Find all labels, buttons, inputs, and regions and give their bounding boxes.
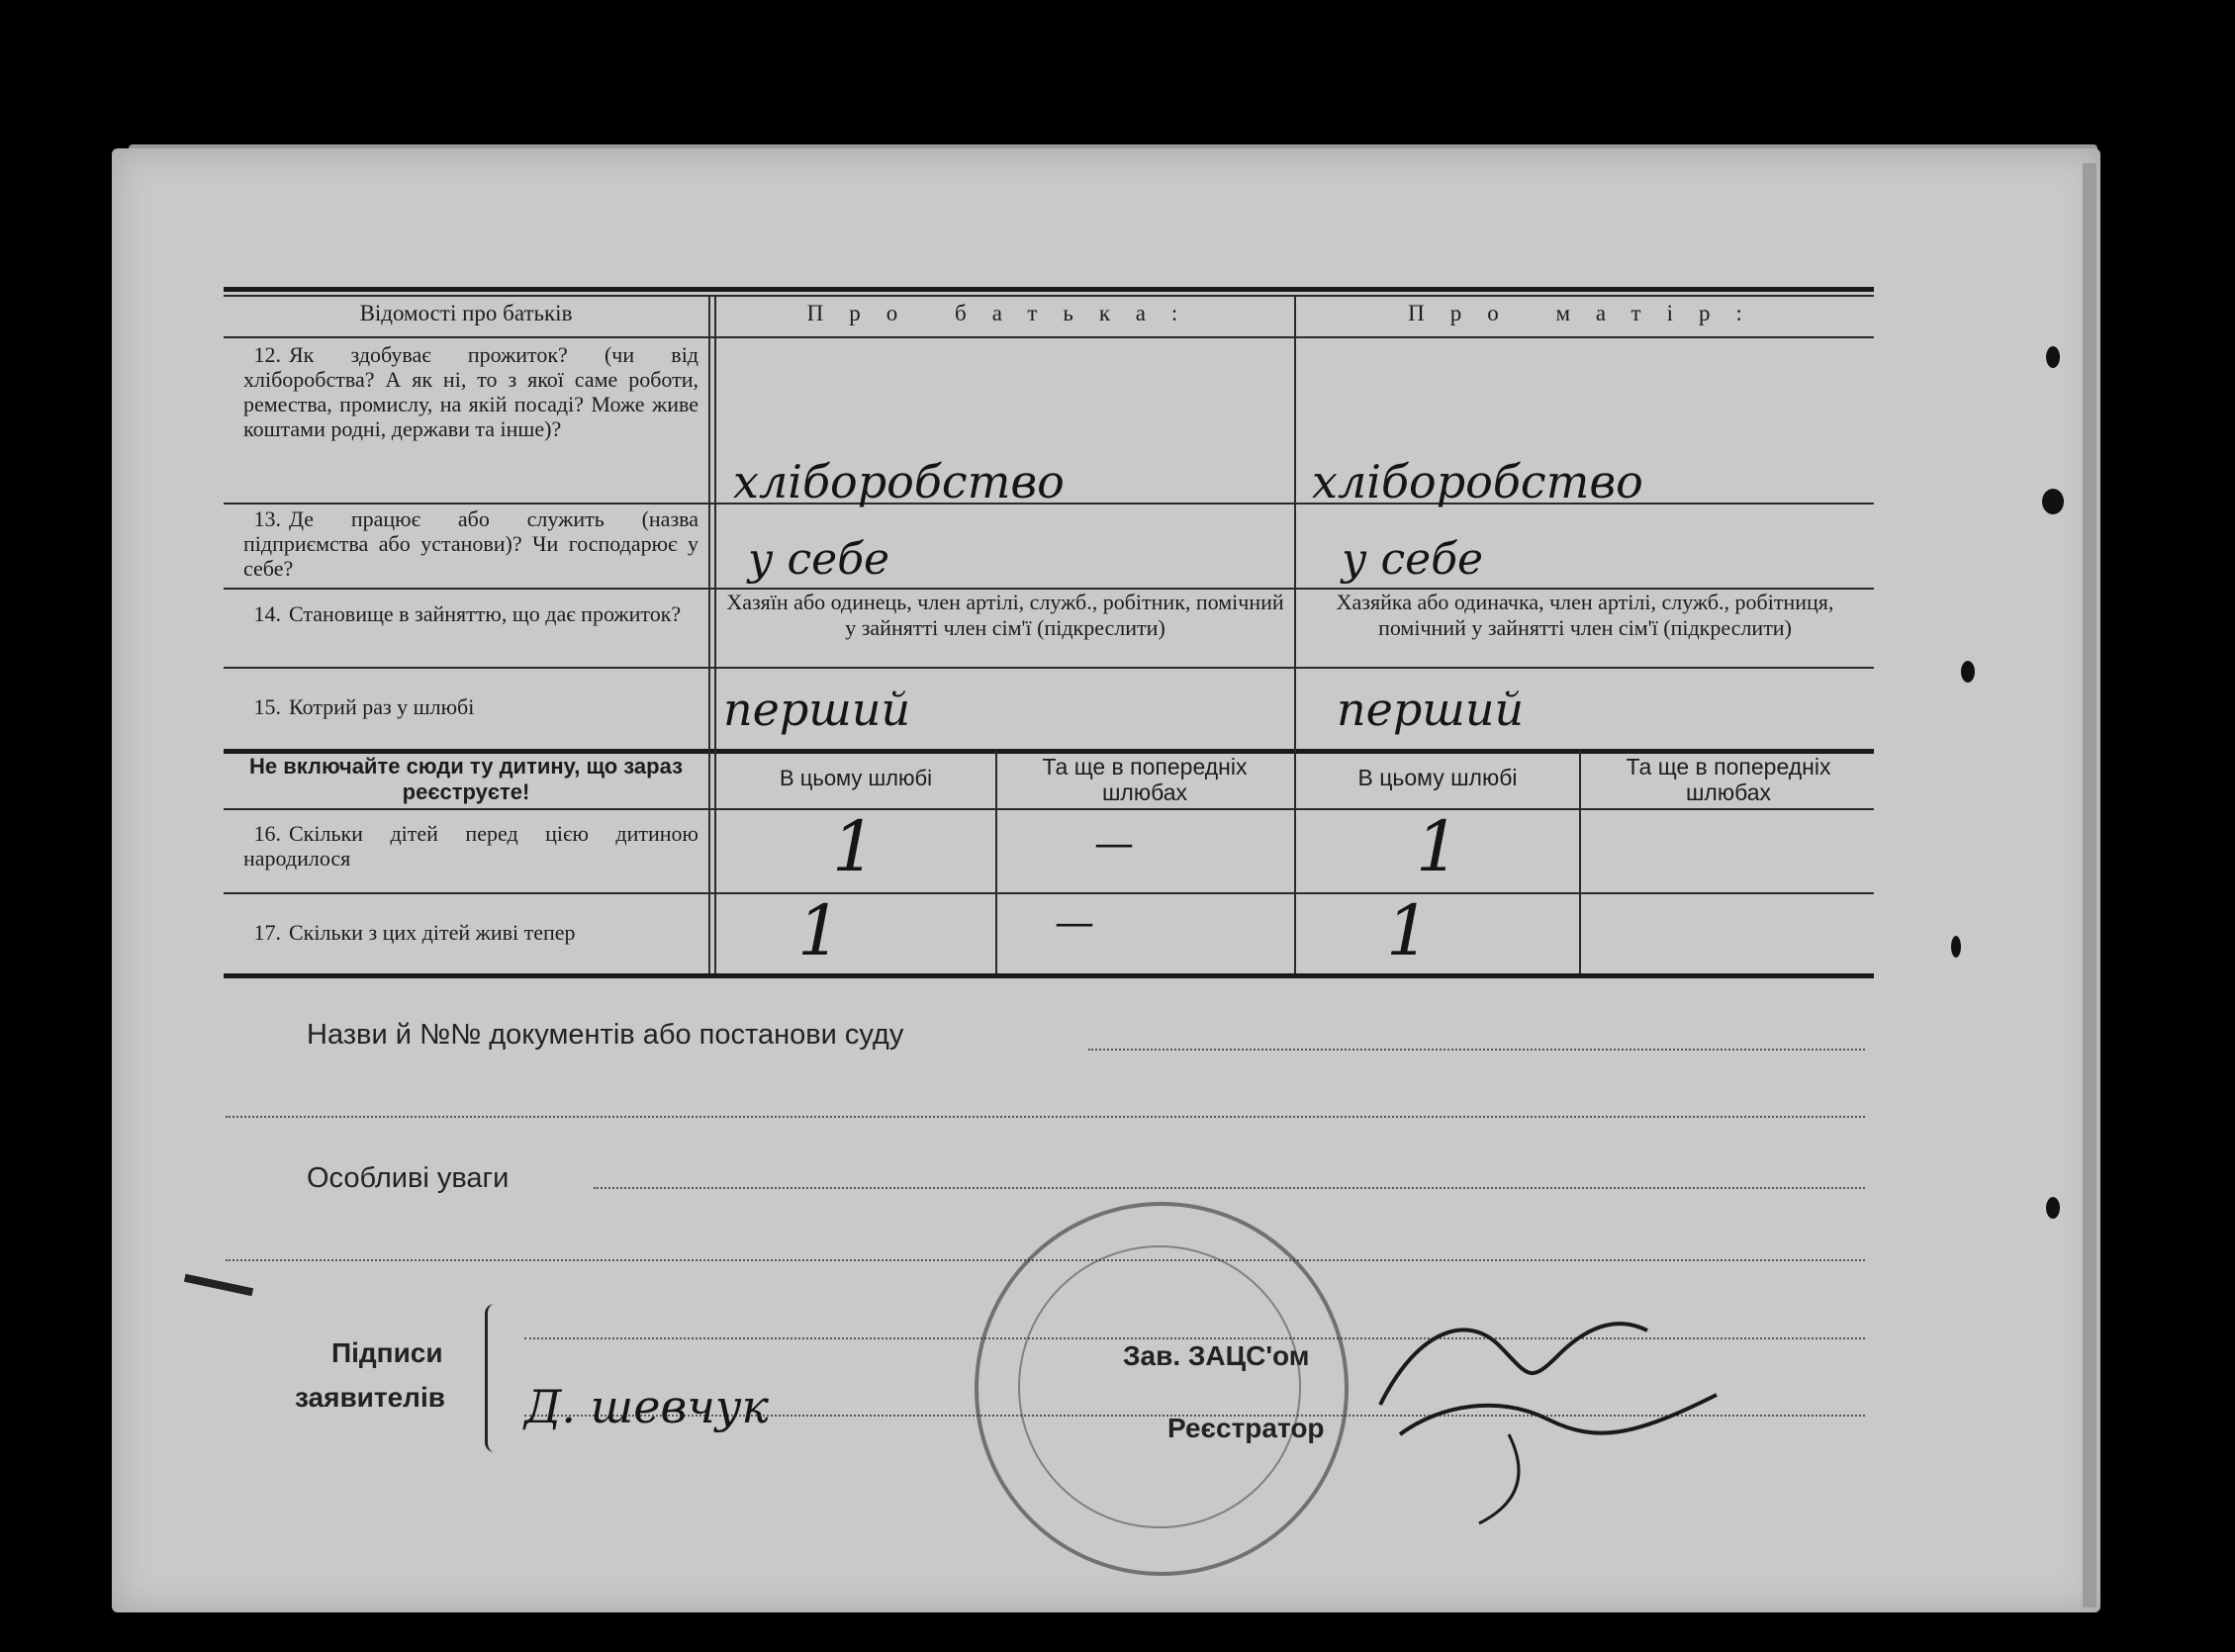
- mother-marriage-count: перший: [1337, 683, 1525, 736]
- mother-occupation-status-options: Хазяйка або одиначка, член артілі, служб., робітниця, помічний у зайнятті член сім'ї (підкреслити): [1336, 590, 1834, 640]
- question-16: [243, 821, 698, 871]
- column-divider: [1579, 749, 1581, 973]
- mother-children-born-this: 1: [1416, 806, 1460, 887]
- documents-label: Назви й №№ документів або постанови суду: [307, 1019, 904, 1051]
- row-divider: [224, 808, 1874, 810]
- question-number: 12.: [253, 342, 281, 367]
- father-children-alive-this: 1: [797, 890, 842, 971]
- registrar-label: Реєстратор: [1167, 1413, 1325, 1443]
- header-mother: Про матір:: [1408, 301, 1768, 325]
- head-of-registry-label: Зав. ЗАЦС'ом: [1123, 1340, 1310, 1371]
- column-divider: [995, 749, 997, 973]
- documents-fill-line: [226, 1116, 1865, 1118]
- question-17: [243, 920, 698, 945]
- seal-inner-ring: [1018, 1245, 1301, 1528]
- question-text: Становище в зайняттю, що дає прожиток?: [289, 601, 682, 626]
- father-livelihood: хліборобство: [733, 455, 1065, 508]
- table-bottom-rule: [224, 973, 1874, 978]
- punch-hole: [1961, 661, 1975, 683]
- mother-children-alive-this: 1: [1386, 890, 1431, 971]
- mother-livelihood: хліборобство: [1312, 455, 1643, 508]
- question-number: 15.: [253, 694, 281, 719]
- documents-fill-line: [1088, 1049, 1865, 1051]
- column-divider: [714, 295, 716, 973]
- punch-hole: [2046, 346, 2060, 368]
- father-occupation-status-options: Хазяїн або одинець, член артілі, служб., робітник, помічний у зайнятті член сім'ї (підкреслити): [726, 590, 1284, 640]
- punch-hole: [2046, 1197, 2060, 1219]
- question-text: Як здобуває прожиток? (чи від хліборобства? А як ні, то з якої саме роботи, ремества, промислу, на якій посаді? Може живе коштами родні, держави та інше)?: [243, 342, 698, 441]
- father-workplace: у себе: [748, 534, 890, 585]
- row-divider: [224, 892, 1874, 894]
- official-seal: [975, 1202, 1349, 1576]
- signatures-label: Підписи: [331, 1337, 443, 1368]
- mother-previous-marriages-header: Та ще в попередніх шлюбах: [1626, 754, 1831, 805]
- punch-hole: [1951, 936, 1961, 958]
- question-text: Де працює або служить (назва підприємства або установи)? Чи господарює у себе?: [243, 506, 698, 581]
- signatures-brace: [485, 1304, 506, 1452]
- remarks-fill-line: [594, 1187, 1865, 1189]
- father-children-born-previous: —: [1094, 821, 1134, 867]
- father-in-this-marriage-header: В цьому шлюбі: [779, 766, 933, 790]
- question-15: [243, 694, 698, 719]
- remarks-label: Особливі уваги: [307, 1162, 510, 1194]
- parents-info-table: [224, 287, 1874, 979]
- mother-workplace: у себе: [1342, 534, 1484, 585]
- children-exclusion-note: Не включайте сюди ту дитину, що зараз реєструєте!: [248, 754, 684, 804]
- question-number: 14.: [253, 601, 281, 626]
- question-number: 16.: [253, 821, 281, 846]
- header-parents-info: Відомості про батьків: [359, 301, 573, 325]
- punch-hole: [2042, 489, 2064, 514]
- table-top-rule: [224, 287, 1874, 292]
- mother-in-this-marriage-header: В цьому шлюбі: [1357, 765, 1518, 790]
- father-children-alive-previous: —: [1055, 900, 1094, 946]
- question-text: Скільки дітей перед цією дитиною народилося: [243, 821, 698, 871]
- applicant-signature: Д. шевчук: [524, 1380, 769, 1433]
- question-13: [243, 506, 698, 581]
- row-divider: [224, 336, 1874, 338]
- applicants-label: заявителів: [295, 1382, 445, 1413]
- question-number: 13.: [253, 506, 281, 531]
- father-previous-marriages-header: Та ще в попередніх шлюбах: [1042, 754, 1248, 805]
- question-14: [243, 601, 698, 626]
- question-12: [243, 342, 698, 441]
- header-father: Про батька:: [806, 301, 1204, 325]
- table-top-rule: [224, 295, 1874, 297]
- question-number: 17.: [253, 920, 281, 945]
- question-text: Котрий раз у шлюбі: [289, 694, 475, 719]
- row-divider: [224, 667, 1874, 669]
- column-divider: [1294, 295, 1296, 973]
- father-children-born-this: 1: [832, 806, 877, 887]
- official-signature: [1360, 1286, 1776, 1533]
- column-divider: [708, 295, 710, 973]
- father-marriage-count: перший: [723, 683, 911, 736]
- question-text: Скільки з цих дітей живі тепер: [289, 920, 576, 945]
- paper-binding-edge: [2083, 163, 2096, 1607]
